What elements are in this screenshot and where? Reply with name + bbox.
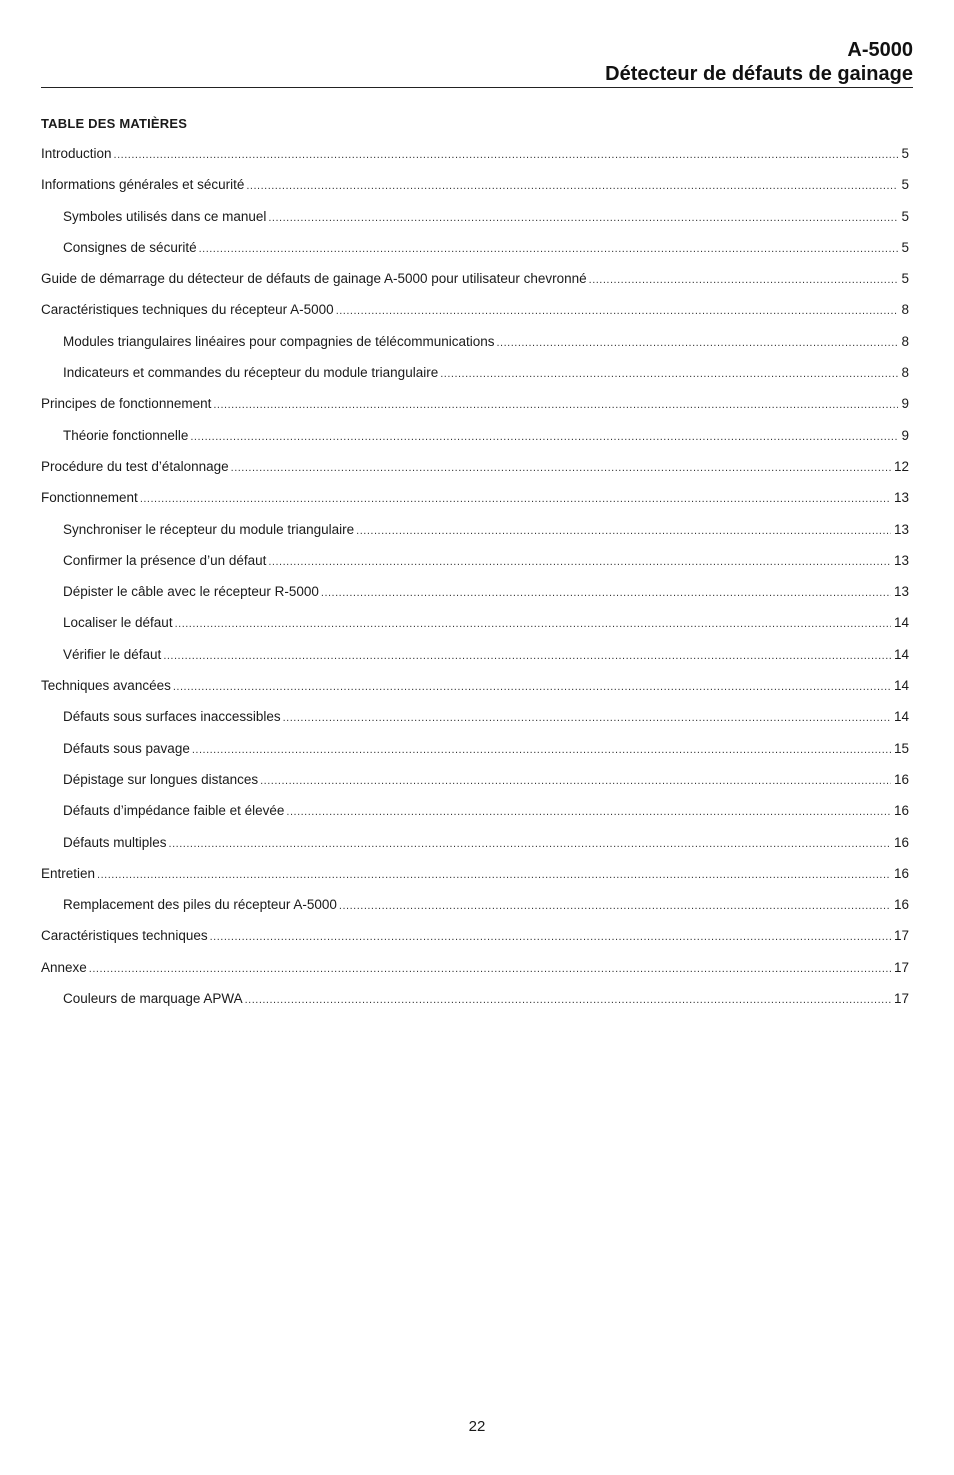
toc-dot-leader [260,771,891,791]
toc-entry-page: 17 [893,959,909,975]
toc-dot-leader [339,896,891,916]
toc-subentry[interactable] [41,770,909,801]
toc-entry[interactable] [41,300,909,331]
toc-entry-label: Défauts multiples [63,834,167,850]
toc-entry[interactable] [41,958,909,989]
toc-dot-leader [213,395,898,415]
toc-dot-leader [190,427,898,447]
toc-entry-label: Procédure du test d’étalonnage [41,458,229,474]
toc-entry-page: 9 [901,427,909,443]
header-divider [41,87,913,88]
toc-entry-page: 16 [893,834,909,850]
toc-entry[interactable] [41,144,909,175]
toc-entry[interactable] [41,488,909,519]
toc-entry-label: Localiser le défaut [63,615,173,631]
toc-entry-label: Défauts d’impédance faible et élevée [63,803,285,819]
toc-dot-leader [231,458,891,478]
toc-dot-leader [286,802,891,822]
toc-subentry[interactable] [41,520,909,551]
toc-subentry[interactable] [41,332,909,363]
toc-entry-page: 8 [901,365,909,381]
toc-dot-leader [336,301,899,321]
toc-subentry[interactable] [41,238,909,269]
toc-entry-page: 8 [901,302,909,318]
toc-entry-label: Dépistage sur longues distances [63,771,259,787]
toc-entry-page: 5 [901,177,909,193]
toc-entry-label: Fonctionnement [41,490,138,506]
toc-entry-page: 13 [893,584,909,600]
toc-dot-leader [169,834,891,854]
toc-entry-page: 5 [901,146,909,161]
toc-entry-label: Modules triangulaires linéaires pour compagnies de télécommunications [63,333,495,349]
document-header [41,38,913,86]
toc-subentry[interactable] [41,551,909,582]
toc-entry-label: Vérifier le défaut [63,646,162,662]
toc-subentry[interactable] [41,426,909,457]
toc-entry-label: Entretien [41,865,96,881]
toc-subentry[interactable] [41,801,909,832]
toc-dot-leader [175,614,891,634]
toc-entry-page: 13 [893,490,909,506]
toc-entry-page: 5 [901,271,909,287]
toc-subentry[interactable] [41,707,909,738]
toc-dot-leader [268,208,898,228]
toc-entry-page: 16 [893,897,909,913]
toc-entry-page: 17 [893,928,909,944]
toc-dot-leader [589,270,899,290]
toc-entry-label: Défauts sous surfaces inaccessibles [63,709,281,725]
toc-subentry[interactable] [41,989,909,1020]
toc-subentry[interactable] [41,895,909,926]
toc-dot-leader [97,865,891,885]
toc-dot-leader [89,959,891,979]
toc-dot-leader [163,646,891,666]
toc-subentry[interactable] [41,363,909,394]
toc-entry-page: 13 [893,521,909,537]
toc-entry-label: Théorie fonctionnelle [63,427,189,443]
table-of-contents [41,144,909,1020]
page-number: 22 [468,1418,486,1435]
toc-entry[interactable] [41,457,909,488]
toc-entry-label: Synchroniser le récepteur du module triangulaire [63,521,355,537]
toc-entry-page: 14 [893,709,909,725]
toc-subentry[interactable] [41,207,909,238]
toc-dot-leader [356,521,891,541]
toc-entry-page: 9 [901,396,909,412]
toc-entry-label: Guide de démarrage du détecteur de défauts de gainage A-5000 pour utilisateur chevronné [41,271,587,287]
toc-dot-leader [173,677,891,697]
toc-dot-leader [268,552,891,572]
toc-entry-label: Caractéristiques techniques du récepteur A-5000 [41,302,334,318]
toc-entry-label: Dépister le câble avec le récepteur R-5000 [63,584,319,600]
toc-subentry[interactable] [41,582,909,613]
toc-entry-page: 16 [893,771,909,787]
toc-subentry[interactable] [41,613,909,644]
toc-entry-label: Indicateurs et commandes du récepteur du module triangulaire [63,365,439,381]
toc-dot-leader [440,364,898,384]
toc-entry-page: 12 [893,458,909,474]
toc-entry-page: 5 [901,208,909,224]
toc-entry-page: 17 [893,991,909,1007]
toc-entry-label: Annexe [41,959,87,975]
toc-entry-page: 14 [893,615,909,631]
toc-dot-leader [321,583,891,603]
toc-entry-page: 16 [893,803,909,819]
toc-dot-leader [245,990,891,1010]
toc-entry-page: 13 [893,552,909,568]
toc-dot-leader [199,239,899,259]
toc-dot-leader [192,740,891,760]
toc-dot-leader [283,708,891,728]
toc-entry-page: 16 [893,865,909,881]
toc-subentry[interactable] [41,645,909,676]
toc-entry-page: 8 [901,333,909,349]
toc-entry-label: Symboles utilisés dans ce manuel [63,208,267,224]
toc-entry[interactable] [41,676,909,707]
toc-entry-label: Défauts sous pavage [63,740,190,756]
toc-dot-leader [496,333,898,353]
toc-subentry[interactable] [41,739,909,770]
toc-dot-leader [114,145,899,165]
toc-entry-page: 5 [901,239,909,255]
toc-entry-label: Informations générales et sécurité [41,177,245,193]
toc-dot-leader [210,927,891,947]
toc-entry-label: Caractéristiques techniques [41,928,208,944]
toc-heading: TABLE DES MATIÈRES [41,116,188,131]
toc-dot-leader [246,176,898,196]
toc-entry-label: Confirmer la présence d’un défaut [63,552,267,568]
toc-entry-label: Techniques avancées [41,678,171,694]
toc-entry-label: Introduction [41,146,112,161]
toc-subentry[interactable] [41,833,909,864]
toc-entry-page: 14 [893,678,909,694]
toc-entry-page: 15 [893,740,909,756]
toc-entry[interactable] [41,394,909,425]
product-model-title: A-5000 [847,39,913,61]
toc-entry-label: Consignes de sécurité [63,239,197,255]
toc-entry[interactable] [41,269,909,300]
toc-entry[interactable] [41,926,909,957]
toc-entry-page: 14 [893,646,909,662]
product-name-title: Détecteur de défauts de gainage [605,63,913,85]
toc-entry-label: Couleurs de marquage APWA [63,991,243,1007]
toc-entry-label: Principes de fonctionnement [41,396,212,412]
toc-entry[interactable] [41,864,909,895]
toc-entry-label: Remplacement des piles du récepteur A-5000 [63,897,337,913]
toc-dot-leader [140,489,891,509]
toc-entry[interactable] [41,175,909,206]
